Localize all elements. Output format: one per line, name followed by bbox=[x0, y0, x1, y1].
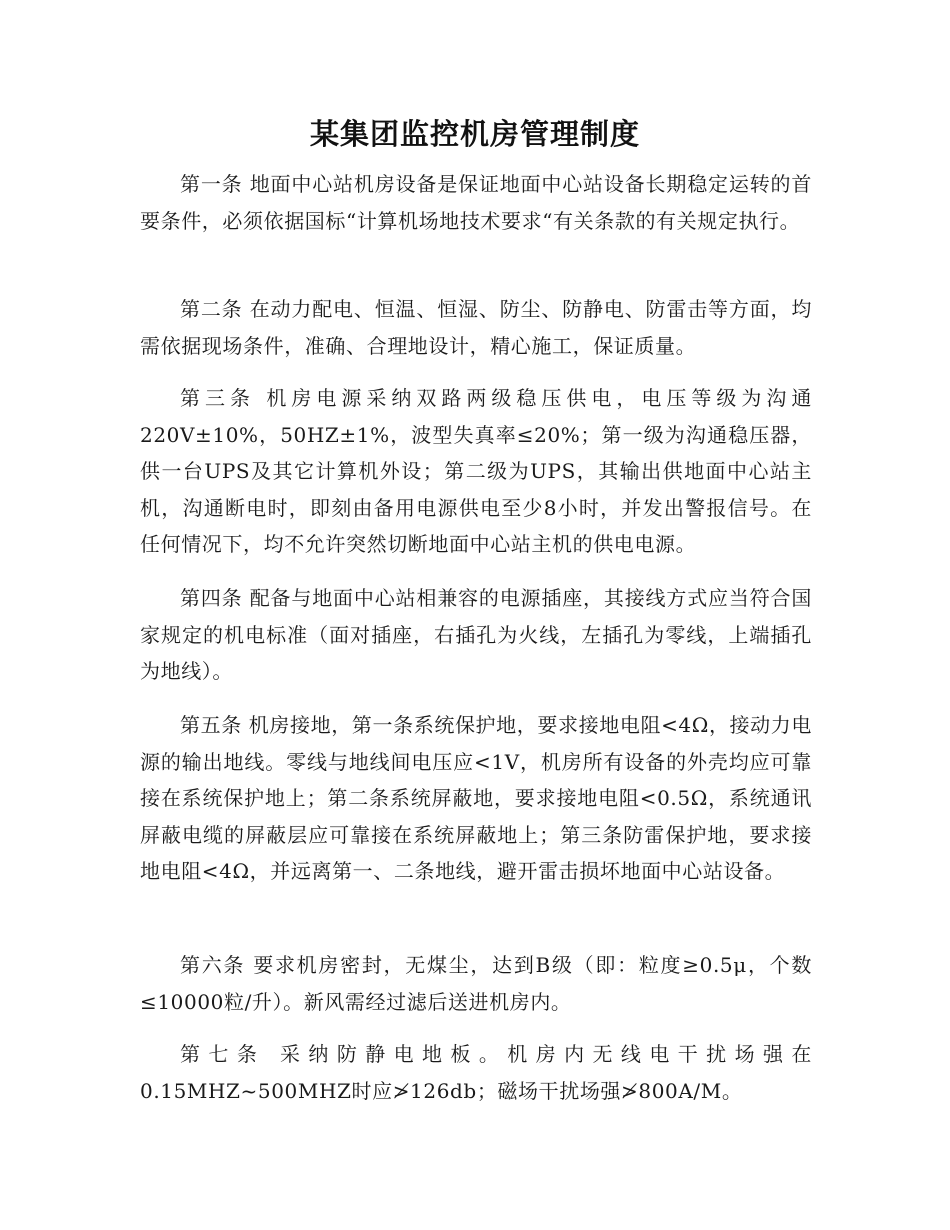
article-1: 第一条 地面中心站机房设备是保证地面中心站设备长期稳定运转的首要条件，必须依据国标“计算机场地技术要求“有关条款的有关规定执行。 bbox=[140, 172, 812, 233]
article-3: 第三条 机房电源采纳双路两级稳压供电，电压等级为沟通220V±10%，50HZ±1%，波型失真率≤20%；第一级为沟通稳压器，供一台UPS及其它计算机外设；第二级为UPS，其输出供地面中心站主机，沟通断电时，即刻由备用电源供电至少8小时，并发出警报信号。在任何情况下，均不允许突然切断地面中心站主机的供电电源。 bbox=[140, 386, 812, 556]
article-2: 第二条 在动力配电、恒温、恒湿、防尘、防静电、防雷击等方面，均需依据现场条件，准确、合理地设计，精心施工，保证质量。 bbox=[140, 297, 812, 358]
article-5: 第五条 机房接地，第一条系统保护地，要求接地电阻<4Ω，接动力电源的输出地线。零线与地线间电压应<1V，机房所有设备的外壳均应可靠接在系统保护地上；第二条系统屏蔽地，要求接地电阻<0.5Ω，系统通讯屏蔽电缆的屏蔽层应可靠接在系统屏蔽地上；第三条防雷保护地，要求接地电阻<4Ω，并远离第一、二条地线，避开雷击损坏地面中心站设备。 bbox=[140, 713, 812, 883]
article-6: 第六条 要求机房密封，无煤尘，达到B级（即：粒度≥0.5μ，个数≤10000粒/升）。新风需经过滤后送进机房内。 bbox=[140, 953, 812, 1014]
document-title: 某集团监控机房管理制度 bbox=[309, 117, 640, 151]
article-7: 第七条 采纳防静电地板。机房内无线电干扰场强在0.15MHZ~500MHZ时应≯126db；磁场干扰场强≯800A/M。 bbox=[140, 1042, 812, 1103]
article-4: 第四条 配备与地面中心站相兼容的电源插座，其接线方式应当符合国家规定的机电标准（面对插座，右插孔为火线，左插孔为零线，上端插孔为地线）。 bbox=[140, 586, 812, 683]
